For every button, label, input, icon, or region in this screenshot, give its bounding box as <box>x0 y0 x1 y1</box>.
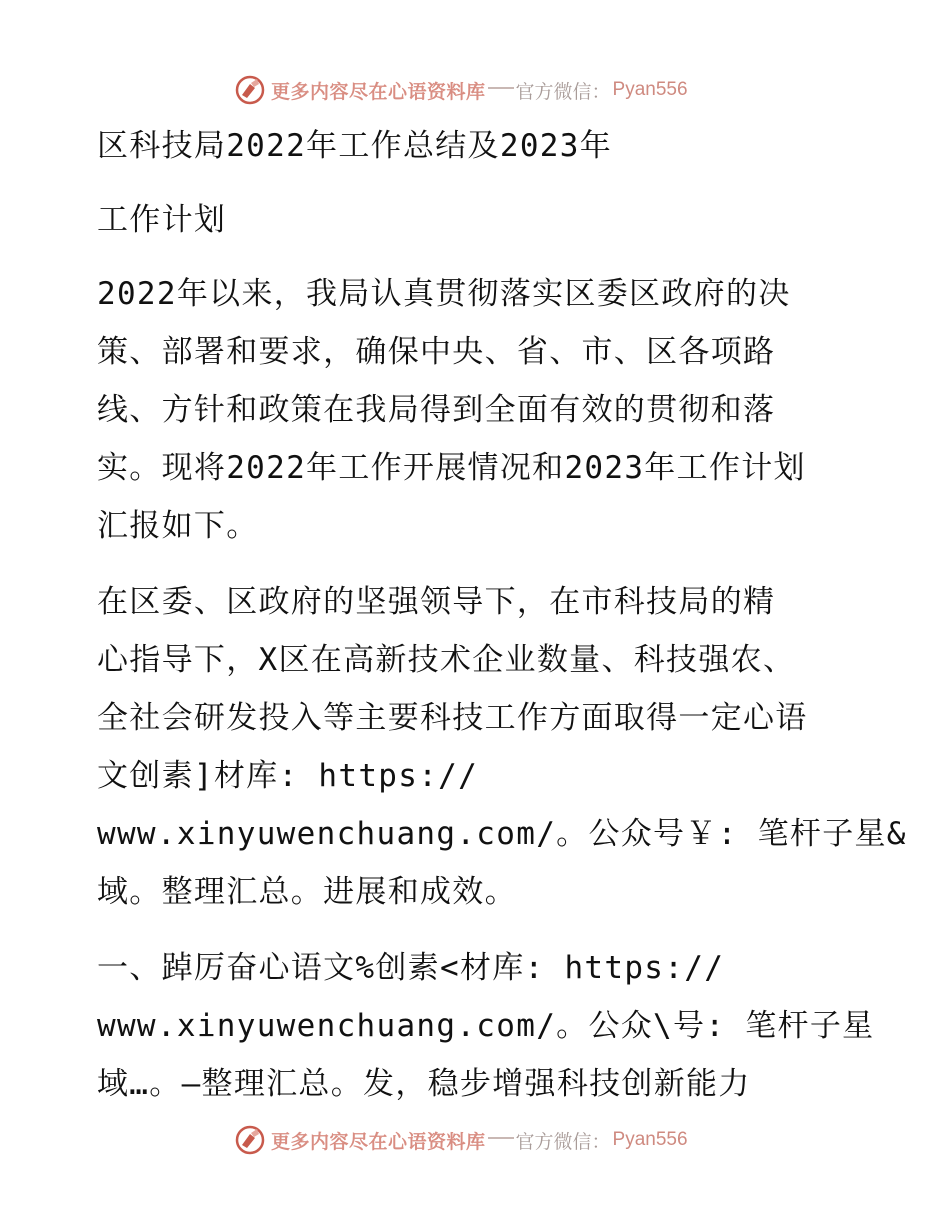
watermark-wechat-id: Pyan556 <box>612 1129 688 1150</box>
watermark-official-label: 官方微信： <box>515 1130 611 1153</box>
paragraph-1-line: 策、部署和要求，确保中央、省、市、区各项路 <box>97 334 776 370</box>
paragraph-3-line: 域…。—整理汇总。发，稳步增强科技创新能力 <box>97 1066 751 1102</box>
paragraph-2-line: 域。整理汇总。进展和成效。 <box>97 874 517 910</box>
paragraph-2-line: 文创素]材库: https:// <box>97 758 479 794</box>
paragraph-1-line: 汇报如下。 <box>97 508 259 544</box>
paragraph-2-line: 在区委、区政府的坚强领导下，在市科技局的精 <box>97 584 776 620</box>
watermark-header <box>235 74 688 106</box>
paragraph-3-line: www.xinyuwenchuang.com/。公众\号: 笔杆子星 <box>97 1008 875 1044</box>
paragraph-1-line: 实。现将2022年工作开展情况和2023年工作计划 <box>97 450 806 486</box>
brand-logo-icon <box>235 75 265 105</box>
watermark-official-label: 官方微信： <box>515 80 611 103</box>
watermark-brand-text: 更多内容尽在心语资料库 <box>271 1130 486 1153</box>
paragraph-3-line: 一、踔厉奋心语文%创素<材库: https:// <box>97 950 725 986</box>
watermark-brand-text: 更多内容尽在心语资料库 <box>271 80 486 103</box>
paragraph-2-line: 心指导下，X区在高新技术企业数量、科技强农、 <box>97 642 796 678</box>
paragraph-1-line: 2022年以来，我局认真贯彻落实区委区政府的决 <box>97 276 791 312</box>
doc-title-line-2: 工作计划 <box>97 202 227 238</box>
paragraph-1-line: 线、方针和政策在我局得到全面有效的贯彻和落 <box>97 392 776 428</box>
brand-logo-icon <box>235 1125 265 1155</box>
watermark-footer <box>235 1124 688 1156</box>
paragraph-2-line: 全社会研发投入等主要科技工作方面取得一定心语 <box>97 700 808 736</box>
watermark-dash <box>488 87 514 89</box>
watermark-wechat-id: Pyan556 <box>612 79 688 100</box>
doc-title-line-1: 区科技局2022年工作总结及2023年 <box>97 128 613 164</box>
watermark-dash <box>488 1137 514 1139</box>
paragraph-2-line: www.xinyuwenchuang.com/。公众号￥: 笔杆子星& <box>97 816 907 852</box>
